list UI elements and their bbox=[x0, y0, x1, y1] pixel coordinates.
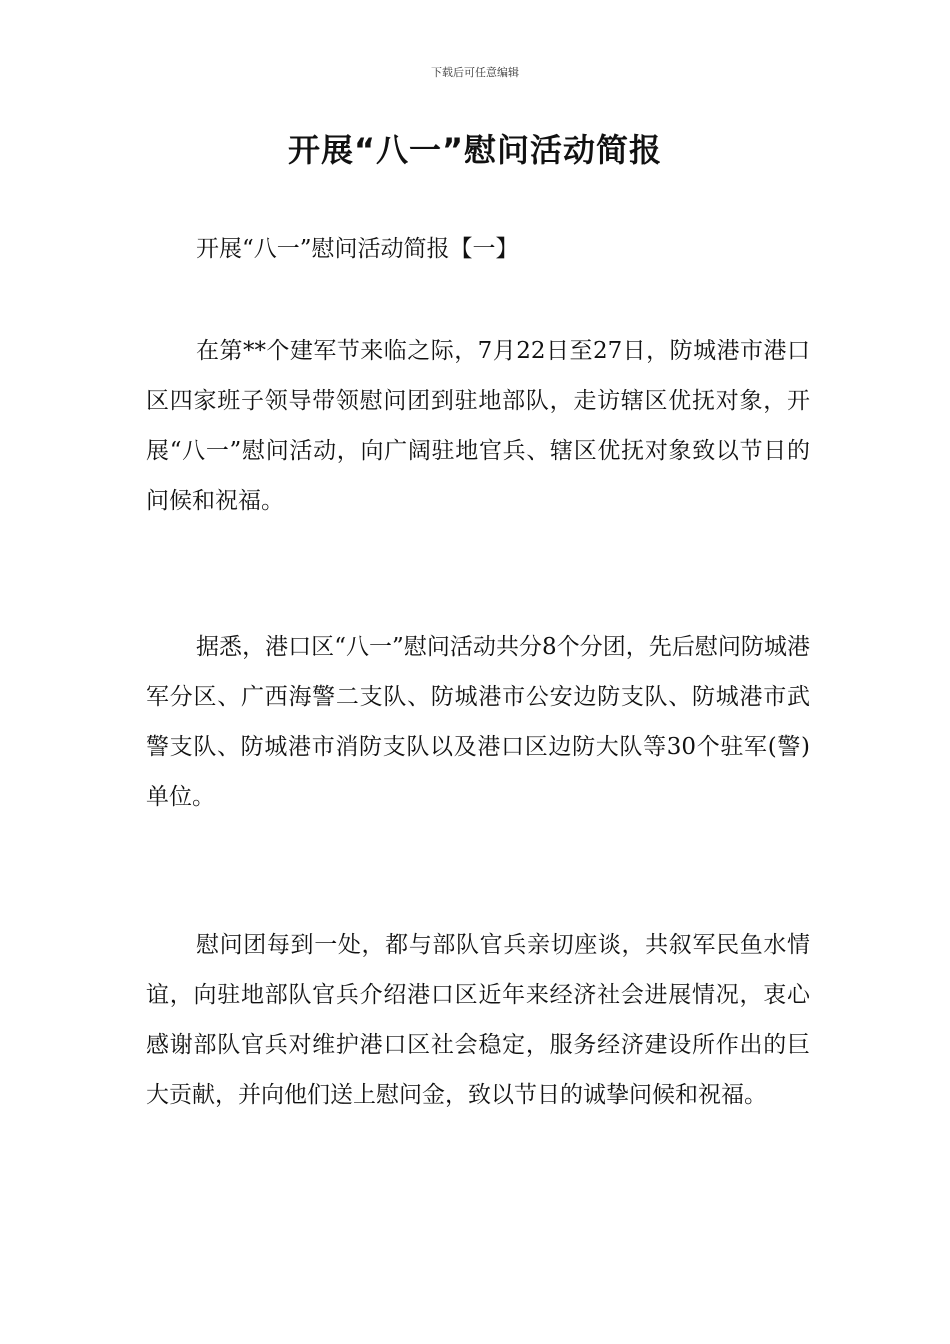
paragraph-2: 据悉，港口区“八一”慰问活动共分8个分团，先后慰问防城港军分区、广西海警二支队、防城港市公安边防支队、防城港市武警支队、防城港市消防支队以及港口区边防大队等30个驻军(警)单位。 bbox=[146, 634, 810, 810]
paragraph-3: 慰问团每到一处，都与部队官兵亲切座谈，共叙军民鱼水情谊，向驻地部队官兵介绍港口区近年来经济社会进展情况，衷心感谢部队官兵对维护港口区社会稳定，服务经济建设所作出的巨大贡献，并向他们送上慰问金，致以节日的诚挚问候和祝福。 bbox=[146, 932, 810, 1108]
paragraph-1: 在第**个建军节来临之际，7月22日至27日，防城港市港口区四家班子领导带领慰问团到驻地部队，走访辖区优抚对象，开展“八一”慰问活动，向广阔驻地官兵、辖区优抚对象致以节日的问候和祝福。 bbox=[146, 338, 810, 514]
document-title: 开展“八一”慰问活动简报 bbox=[287, 131, 663, 169]
document-subtitle: 开展“八一”慰问活动简报【一】 bbox=[196, 236, 519, 262]
header-note: 下载后可任意编辑 bbox=[431, 66, 519, 79]
